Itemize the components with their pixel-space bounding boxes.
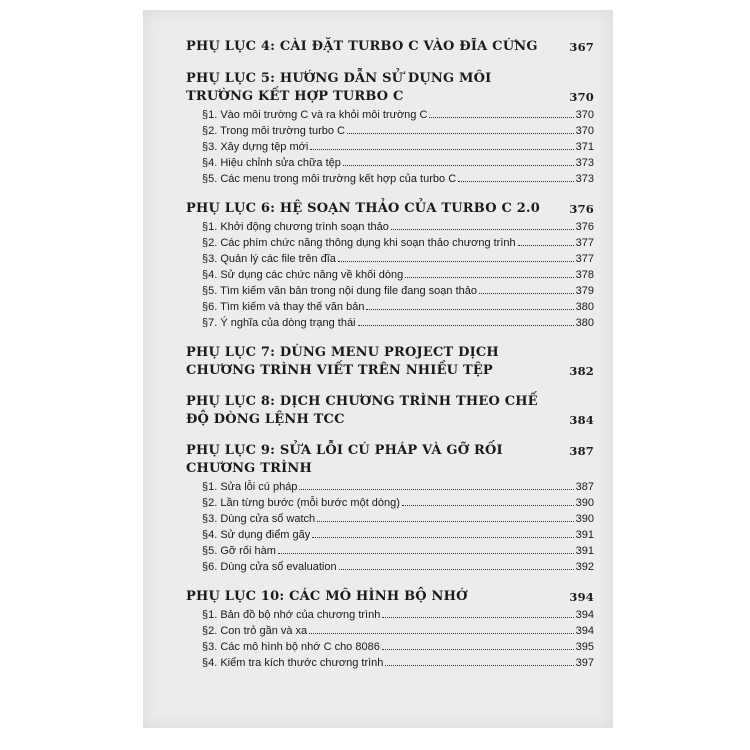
entry-page-number: 378 <box>575 269 594 281</box>
dot-leader <box>278 553 574 554</box>
entry-title: §3. Các mô hình bộ nhớ C cho 8086 <box>202 641 380 653</box>
section-page-number: 367 <box>569 40 594 54</box>
section-heading[interactable] <box>186 588 594 606</box>
dot-leader <box>458 181 574 182</box>
toc-entry[interactable] <box>202 251 594 267</box>
entry-title: §1. Bản đồ bộ nhớ của chương trình <box>202 609 381 621</box>
entry-title: §3. Quản lý các file trên đĩa <box>202 253 336 265</box>
entry-page-number: 379 <box>575 285 594 297</box>
toc-section <box>186 442 594 575</box>
entry-title: §2. Các phím chức năng thông dụng khi soạn thảo chương trình <box>202 237 516 249</box>
dot-leader <box>382 617 573 618</box>
section-title: PHỤ LỤC 5: HƯỚNG DẪN SỬ DỤNG MÔI TRƯỜNG KẾT HỢP TURBO C <box>186 71 492 104</box>
section-items <box>202 479 594 575</box>
entry-title: §5. Các menu trong môi trường kết hợp của turbo C <box>202 173 457 185</box>
entry-page-number: 370 <box>575 109 594 121</box>
entry-title: §6. Tìm kiếm và thay thế văn bản <box>202 301 365 313</box>
dot-leader <box>299 489 573 490</box>
entry-page-number: 394 <box>575 609 594 621</box>
toc-entry[interactable] <box>202 171 594 187</box>
entry-title: §4. Sử dụng các chức năng về khối dòng <box>202 269 404 281</box>
entry-page-number: 391 <box>575 545 594 557</box>
entry-page-number: 380 <box>575 317 594 329</box>
section-page-number: 370 <box>569 90 594 104</box>
dot-leader <box>518 245 574 246</box>
entry-title: §1. Sửa lỗi cú pháp <box>202 481 298 493</box>
toc-entry[interactable] <box>202 155 594 171</box>
toc-section <box>186 70 594 187</box>
entry-page-number: 397 <box>575 657 594 669</box>
toc-entry[interactable] <box>202 107 594 123</box>
toc-entry[interactable] <box>202 543 594 559</box>
entry-title: §6. Dùng cửa sổ evaluation <box>202 561 337 573</box>
entry-title: §4. Sử dụng điểm gãy <box>202 529 311 541</box>
toc-entry[interactable] <box>202 559 594 575</box>
dot-leader <box>343 165 574 166</box>
entry-page-number: 373 <box>575 173 594 185</box>
dot-leader <box>405 277 573 278</box>
toc-section <box>186 38 594 56</box>
section-title: PHỤ LỤC 10: CÁC MÔ HÌNH BỘ NHỚ <box>186 589 468 604</box>
entry-title: §1. Vào môi trường C và ra khỏi môi trường C <box>202 109 428 121</box>
section-title: PHỤ LỤC 8: DỊCH CHƯƠNG TRÌNH THEO CHẾ ĐỘ DÒNG LỆNH TCC <box>186 394 538 427</box>
section-heading[interactable] <box>186 442 594 478</box>
dot-leader <box>402 505 574 506</box>
entry-page-number: 390 <box>575 497 594 509</box>
toc-section <box>186 344 594 380</box>
toc-entry[interactable] <box>202 219 594 235</box>
toc-entry[interactable] <box>202 283 594 299</box>
toc-entry[interactable] <box>202 235 594 251</box>
toc-entry[interactable] <box>202 123 594 139</box>
entry-title: §4. Kiểm tra kích thước chương trình <box>202 657 384 669</box>
entry-title: §5. Tìm kiếm văn bản trong nội dung file đang soạn thảo <box>202 285 477 297</box>
dot-leader <box>312 537 573 538</box>
entry-title: §3. Dùng cửa sổ watch <box>202 513 316 525</box>
dot-leader <box>338 261 574 262</box>
entry-page-number: 370 <box>575 125 594 137</box>
dot-leader <box>479 293 574 294</box>
dot-leader <box>317 521 573 522</box>
dot-leader <box>385 665 573 666</box>
entry-page-number: 376 <box>575 221 594 233</box>
dot-leader <box>339 569 574 570</box>
entry-title: §2. Trong môi trường turbo C <box>202 125 345 137</box>
section-heading[interactable] <box>186 344 594 380</box>
section-items <box>202 107 594 187</box>
toc-entry[interactable] <box>202 511 594 527</box>
dot-leader <box>358 325 574 326</box>
entry-page-number: 394 <box>575 625 594 637</box>
toc-entry[interactable] <box>202 479 594 495</box>
section-title: PHỤ LỤC 6: HỆ SOẠN THẢO CỦA TURBO C 2.0 <box>186 201 540 216</box>
toc-entry[interactable] <box>202 527 594 543</box>
entry-title: §2. Con trỏ gần và xa <box>202 625 308 637</box>
dot-leader <box>382 649 574 650</box>
toc-section <box>186 588 594 671</box>
entry-page-number: 387 <box>575 481 594 493</box>
toc-entry[interactable] <box>202 315 594 331</box>
toc-entry[interactable] <box>202 267 594 283</box>
table-of-contents <box>186 38 594 684</box>
section-heading[interactable] <box>186 38 594 56</box>
toc-entry[interactable] <box>202 607 594 623</box>
entry-title: §2. Lần từng bước (mỗi bước một dòng) <box>202 497 400 509</box>
entry-page-number: 371 <box>575 141 594 153</box>
entry-title: §5. Gỡ rối hàm <box>202 545 276 557</box>
dot-leader <box>309 633 573 634</box>
toc-entry[interactable] <box>202 655 594 671</box>
toc-section <box>186 200 594 331</box>
entry-page-number: 373 <box>575 157 594 169</box>
section-heading[interactable] <box>186 200 594 218</box>
section-heading[interactable] <box>186 70 594 106</box>
toc-entry[interactable] <box>202 495 594 511</box>
toc-entry[interactable] <box>202 639 594 655</box>
section-items <box>202 607 594 671</box>
dot-leader <box>429 117 573 118</box>
dot-leader <box>347 133 574 134</box>
toc-entry[interactable] <box>202 623 594 639</box>
section-title: PHỤ LỤC 4: CÀI ĐẶT TURBO C VÀO ĐĨA CỨNG <box>186 39 538 54</box>
entry-title: §1. Khởi động chương trình soạn thảo <box>202 221 389 233</box>
entry-page-number: 390 <box>575 513 594 525</box>
section-items <box>202 219 594 331</box>
entry-title: §3. Xây dựng tệp mới <box>202 141 309 153</box>
section-page-number: 384 <box>569 413 594 427</box>
toc-entry[interactable] <box>202 299 594 315</box>
entry-page-number: 391 <box>575 529 594 541</box>
entry-page-number: 377 <box>575 253 594 265</box>
section-title: PHỤ LỤC 9: SỬA LỖI CÚ PHÁP VÀ GỠ RỐI CHƯƠNG TRÌNH <box>186 443 503 476</box>
entry-title: §7. Ý nghĩa của dòng trạng thái <box>202 317 356 329</box>
dot-leader <box>366 309 573 310</box>
section-page-number: 382 <box>569 364 594 378</box>
dot-leader <box>310 149 573 150</box>
section-page-number: 387 <box>569 444 594 458</box>
entry-page-number: 377 <box>575 237 594 249</box>
section-heading[interactable] <box>186 393 594 429</box>
toc-entry[interactable] <box>202 139 594 155</box>
entry-title: §4. Hiệu chỉnh sửa chữa tệp <box>202 157 341 169</box>
entry-page-number: 395 <box>575 641 594 653</box>
dot-leader <box>391 229 574 230</box>
section-page-number: 376 <box>569 202 594 216</box>
entry-page-number: 392 <box>575 561 594 573</box>
toc-section <box>186 393 594 429</box>
section-page-number: 394 <box>569 590 594 604</box>
entry-page-number: 380 <box>575 301 594 313</box>
section-title: PHỤ LỤC 7: DÙNG MENU PROJECT DỊCH CHƯƠNG TRÌNH VIẾT TRÊN NHIỀU TỆP <box>186 345 499 378</box>
